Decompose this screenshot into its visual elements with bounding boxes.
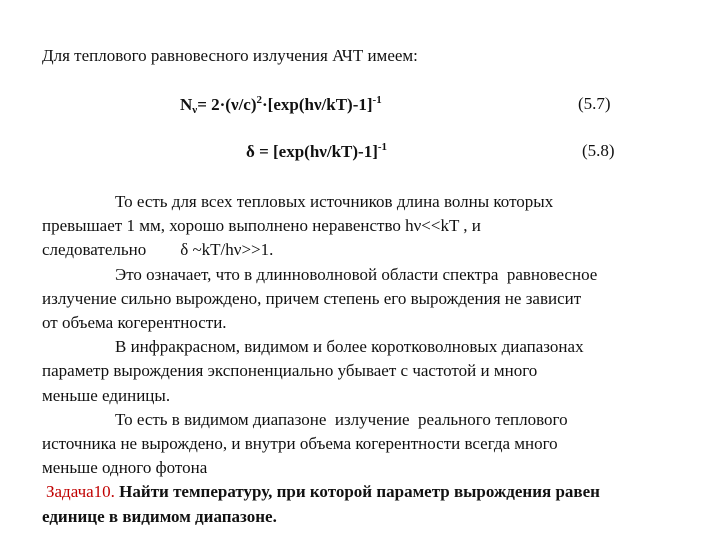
paragraph-line: меньше одного фотона (42, 458, 208, 478)
formula-5-7-rhs-b: ·[exp(hν/kT)-1] (262, 95, 373, 114)
formula-5-7-lhs: N (180, 95, 193, 114)
body-text (42, 190, 692, 529)
paragraph-line: излучение сильно вырождено, причем степень его вырождения не зависит (42, 288, 582, 308)
paragraph-line: То есть в видимом диапазоне излучение реального теплового (115, 409, 568, 429)
equation-number-5-8: (5.8) (582, 141, 615, 160)
paragraph-4 (42, 408, 692, 481)
task-block (42, 480, 692, 528)
paragraph-line: источника не вырождено, и внутри объема когерентности всегда много (42, 434, 558, 454)
formula-5-7-sup1: 2 (256, 94, 262, 106)
paragraph-3 (42, 335, 692, 408)
task-line-1 (42, 480, 692, 504)
formula-5-7-sup2: -1 (372, 94, 382, 106)
formula-5-8-sup: -1 (377, 141, 388, 153)
formula-5-7-rhs-a: = 2·(ν/c) (197, 95, 257, 114)
equation-number-5-7: (5.7) (578, 94, 611, 113)
paragraph-2 (42, 263, 692, 336)
task-label: Задача10. (46, 482, 115, 502)
formula-5-7-lhs-sub: ν (192, 104, 198, 116)
formula-5-8 (246, 141, 387, 162)
paragraph-1 (42, 190, 692, 263)
formula-5-7 (180, 94, 382, 116)
paragraph-line: меньше единицы. (42, 385, 171, 405)
formula-5-8-rhs: δ = [exp(hν/kT)-1] (246, 142, 378, 161)
intro-text: Для теплового равновесного излучения АЧТ имеем: (42, 46, 418, 65)
paragraph-line: параметр вырождения экспоненциально убывает с частотой и много (42, 361, 538, 381)
paragraph-line: То есть для всех тепловых источников длина волны которых (115, 192, 554, 211)
task-text-2: единице в видимом диапазоне. (42, 506, 277, 526)
paragraph-line: В инфракрасном, видимом и более коротковолновых диапазонах (115, 337, 584, 357)
paragraph-line: Это означает, что в длинноволновой области спектра равновесное (115, 264, 598, 284)
paragraph-line: от объема когерентности. (42, 313, 227, 333)
task-text-1: Найти температуру, при которой параметр вырождения равен (114, 482, 600, 502)
paragraph-line: следовательно δ ~kT/hν>>1. (42, 240, 274, 260)
paragraph-line: превышает 1 мм, хорошо выполнено неравенство hν<<kT , и (42, 216, 481, 236)
